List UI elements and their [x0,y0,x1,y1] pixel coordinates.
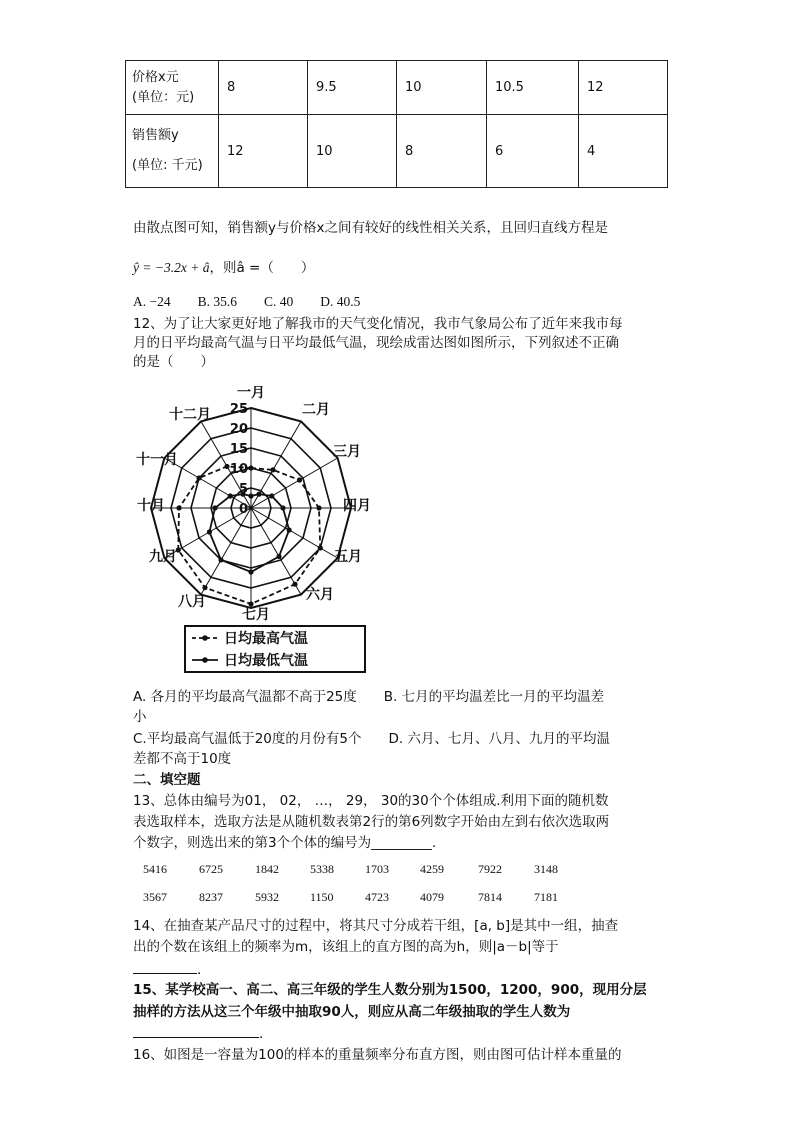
table-cell: 10 [397,61,487,115]
table-cell: 6 [487,115,579,188]
legend-high-marker [202,635,208,641]
scale-tick-label: 15 [229,442,248,457]
legend-high-label: 日均最高气温 [224,631,308,647]
data-point [276,554,281,559]
data-point [248,569,253,574]
q12-line: 的是（ ） [133,354,214,370]
data-point [212,505,217,510]
month-label: 六月 [306,587,334,603]
data-point [269,493,274,498]
data-point [248,465,253,470]
random-number: 4723 [365,890,389,904]
q15-line: 抽样的方法从这三个年级中抽取90人，则应从高二年级抽取的学生人数为 [133,1004,571,1020]
data-point [248,601,253,606]
random-number: 5416 [143,862,167,876]
month-label: 七月 [242,607,270,623]
month-label: 三月 [333,444,361,460]
table-cell: 10 [308,115,397,188]
q13-line: 表选取样本，选取方法是从随机数表第2行的第6列数字开始由左到右依次选取两 [133,814,610,830]
month-label: 二月 [302,402,330,418]
table-cell: 8 [397,115,487,188]
header-line: (单位: 千元) [132,158,203,173]
q14-line: 出的个数在该组上的频率为m，该组上的直方图的高为h，则|a－b|等于 [133,939,559,955]
random-number: 3148 [534,862,558,876]
q13-line: 13、总体由编号为01， 02， …， 29， 30的30个个体组成.利用下面的随机数 [133,793,609,809]
random-number: 3567 [143,890,167,904]
radar-legend [185,626,365,672]
q11-text: 由散点图可知，销售额y与价格x之间有较好的线性相关关系，且回归直线方程是 [133,220,608,236]
table-row [126,61,668,115]
q14-line: 14、在抽查某产品尺寸的过程中，将其尺寸分成若干组，[a, b]是其中一组，抽查 [133,918,619,934]
answer-blank[interactable] [133,1024,259,1038]
price-sales-table [125,60,668,188]
table-cell: 9.5 [308,61,397,115]
data-point [280,505,285,510]
month-label: 四月 [343,498,371,514]
random-number: 4259 [420,862,444,876]
q12-option: A. 各月的平均最高气温都不高于25度 B. 七月的平均温差比一月的平均温差 [133,689,605,705]
header-line: (单位：元) [132,89,195,105]
legend-low-label: 日均最低气温 [224,653,308,669]
header-line: 价格x元 [132,69,179,85]
random-number: 7922 [478,862,502,876]
random-number: 6725 [199,862,223,876]
table-cell: 4 [579,115,668,188]
data-point [256,492,261,497]
data-point [176,505,181,510]
random-number: 7181 [534,890,558,904]
q12-option: 小 [133,709,147,725]
random-number: 7814 [478,890,502,904]
q12-option: 差都不高于10度 [133,751,232,767]
data-point [228,493,233,498]
table-header-cell [126,61,219,115]
random-number: 5932 [255,890,279,904]
month-label: 十二月 [169,407,211,423]
q12-option: C.平均最高气温低于20度的月份有5个 D. 六月、七月、八月、九月的平均温 [133,731,610,747]
data-point [207,529,212,534]
scale-tick-label: 0 [238,502,248,517]
month-label: 五月 [334,549,362,565]
random-number: 1150 [310,890,334,904]
scale-tick-label: 20 [229,422,248,437]
q15-line: 15、某学校高一、高二、高三年级的学生人数分别为1500，1200，900，现用分层 [133,982,647,998]
q14-period: . [197,962,202,978]
answer-blank[interactable] [133,960,197,974]
random-number: 8237 [199,890,223,904]
q15-period: . [259,1026,264,1042]
data-point [292,582,297,587]
table-cell: 12 [579,61,668,115]
data-point [297,477,302,482]
radar-chart [130,386,390,678]
data-point [270,467,275,472]
data-point [224,464,229,469]
q15-answer-line [133,1024,263,1043]
random-number: 1842 [255,862,279,876]
q11-equation: ŷ = −3.2x + â [133,260,210,275]
q12-line: 12、为了让大家更好地了解我市的天气变化情况，我市气象局公布了近年来我市每 [133,316,623,332]
scale-tick-label: 25 [229,402,248,417]
scale-tick-label: 5 [238,482,248,497]
table-cell: 10.5 [487,61,579,115]
q11-options: A. −24 B. 35.6 C. 40 D. 40.5 [133,294,361,309]
data-point [218,557,223,562]
data-point [287,527,292,532]
q16-line: 16、如图是一容量为100的样本的重量频率分布直方图，则由图可估计样本重量的 [133,1047,622,1063]
section-title: 二、填空题 [133,772,201,788]
month-label: 八月 [178,594,206,610]
legend-low-marker [202,657,208,663]
data-point [196,475,201,480]
random-number: 4079 [420,890,444,904]
table-row [126,115,668,188]
q14-answer-line [133,960,201,979]
data-point [202,585,207,590]
q11-equation-line [133,259,314,277]
table-cell: 8 [219,61,308,115]
scale-tick-label: 10 [229,462,248,477]
table-header-cell [126,115,219,188]
header-line: 销售额y [132,128,179,143]
q13-line: 个数字，则选出来的第3个个体的编号为_________. [133,835,437,851]
table-cell: 12 [219,115,308,188]
month-label: 一月 [237,386,265,401]
data-point [248,493,253,498]
random-number: 1703 [365,862,389,876]
q11-ask: ，则â =（ ） [209,260,315,276]
q12-line: 月的日平均最高气温与日平均最低气温，现绘成雷达图如图所示，下列叙述不正确 [133,335,619,351]
month-label: 十月 [137,498,165,514]
data-point [318,545,323,550]
month-label: 九月 [149,549,177,565]
random-number: 5338 [310,862,334,876]
data-point [316,505,321,510]
month-label: 十一月 [136,452,178,468]
